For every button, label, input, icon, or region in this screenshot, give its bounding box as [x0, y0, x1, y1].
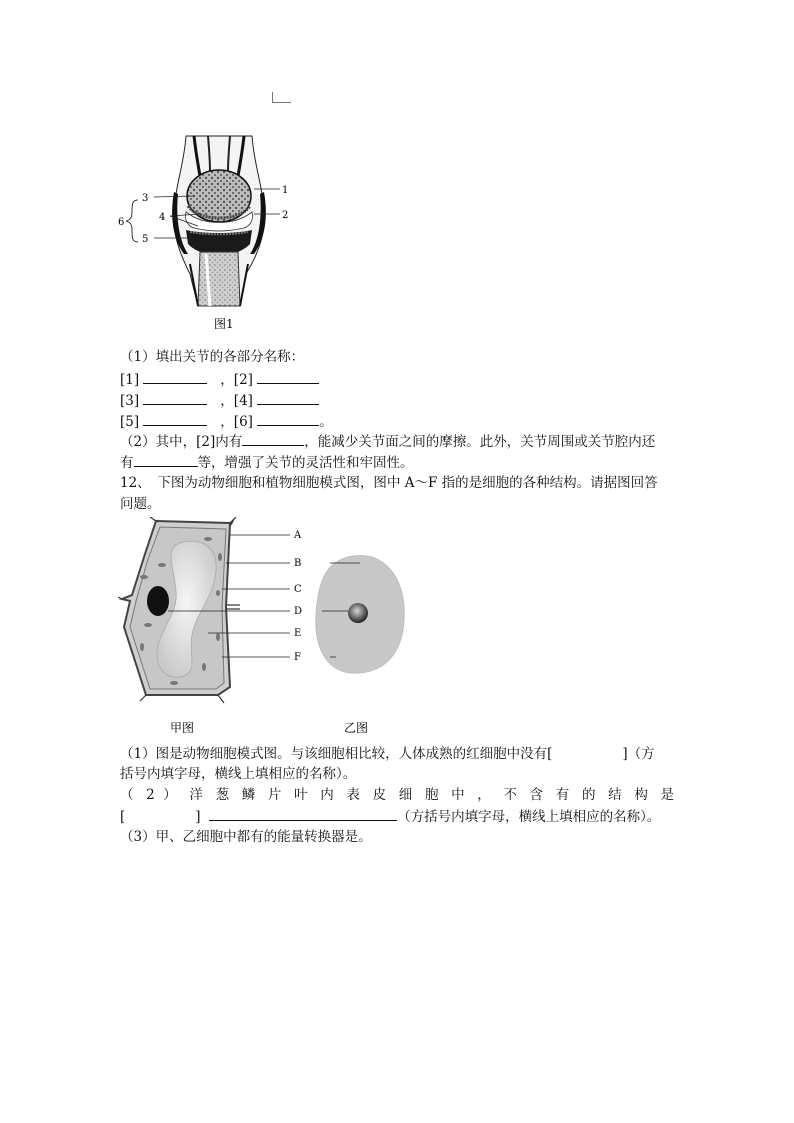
q1-title: （1）填出关节的各部分名称： — [120, 349, 305, 365]
blank-ligament[interactable] — [134, 452, 198, 467]
joint-diagram — [114, 134, 304, 334]
blank-structure-name[interactable] — [209, 806, 397, 821]
label-A: A — [294, 530, 302, 541]
caption-animal-cell: 乙图 — [344, 721, 369, 735]
blank-1[interactable] — [143, 369, 207, 384]
p2-q1-line2: 括号内填字母，横线上填相应的名称）。 — [120, 766, 357, 782]
figure1-caption: 图1 — [214, 317, 234, 331]
label-6: 6 — [118, 217, 125, 228]
q12-line2: 问题。 — [120, 496, 161, 512]
label-D: D — [294, 606, 303, 617]
blank-5[interactable] — [143, 411, 207, 426]
label-2: 2 — [282, 210, 289, 221]
label-1: 1 — [282, 185, 289, 196]
label-3: 3 — [142, 193, 149, 204]
blank-6[interactable] — [257, 411, 319, 426]
page-corner-mark — [272, 92, 291, 103]
label-F: F — [294, 652, 301, 663]
blank-2[interactable] — [257, 369, 319, 384]
cell-diagram — [118, 517, 418, 739]
blank-3[interactable] — [143, 390, 207, 405]
label-C: C — [294, 584, 302, 595]
p2-q1-line1: （1）图是动物细胞模式图。与该细胞相比较，人体成熟的红细胞中没有[ ]（方 — [120, 746, 655, 762]
fill-row-1: [1] ，[2] — [120, 369, 319, 390]
blank-synovial[interactable] — [242, 431, 304, 446]
q2-line2: 有 等，增强了关节的灵活性和牢固性。 — [120, 452, 414, 473]
label-B: B — [294, 558, 302, 569]
label-E: E — [294, 628, 302, 639]
blank-4[interactable] — [257, 390, 319, 405]
p2-q3: （3）甲、乙细胞中都有的能量转换器是。 — [120, 829, 372, 845]
p2-q2-line1: （ 2 ） 洋 葱 鳞 片 叶 内 表 皮 细 胞 中 ， 不 含 有 的 结 构 是 — [120, 787, 674, 803]
fill-row-3: [5] ，[6] 。 — [120, 411, 333, 432]
fill-row-2: [3] ，[4] — [120, 390, 319, 411]
q2-line1: （2）其中，[2]内有 ，能减少关节面之间的摩擦。此外，关节周围或关节腔内还 — [120, 431, 655, 452]
q12-line1: 12、 下图为动物细胞和植物细胞模式图，图中 A～F 指的是细胞的各种结构。请据图回答 — [120, 475, 658, 491]
label-5: 5 — [142, 234, 149, 245]
label-4: 4 — [159, 212, 166, 223]
caption-plant-cell: 甲图 — [170, 721, 195, 735]
p2-q2-line2: [ ] （方括号内填字母，横线上填相应的名称）。 — [120, 806, 660, 827]
